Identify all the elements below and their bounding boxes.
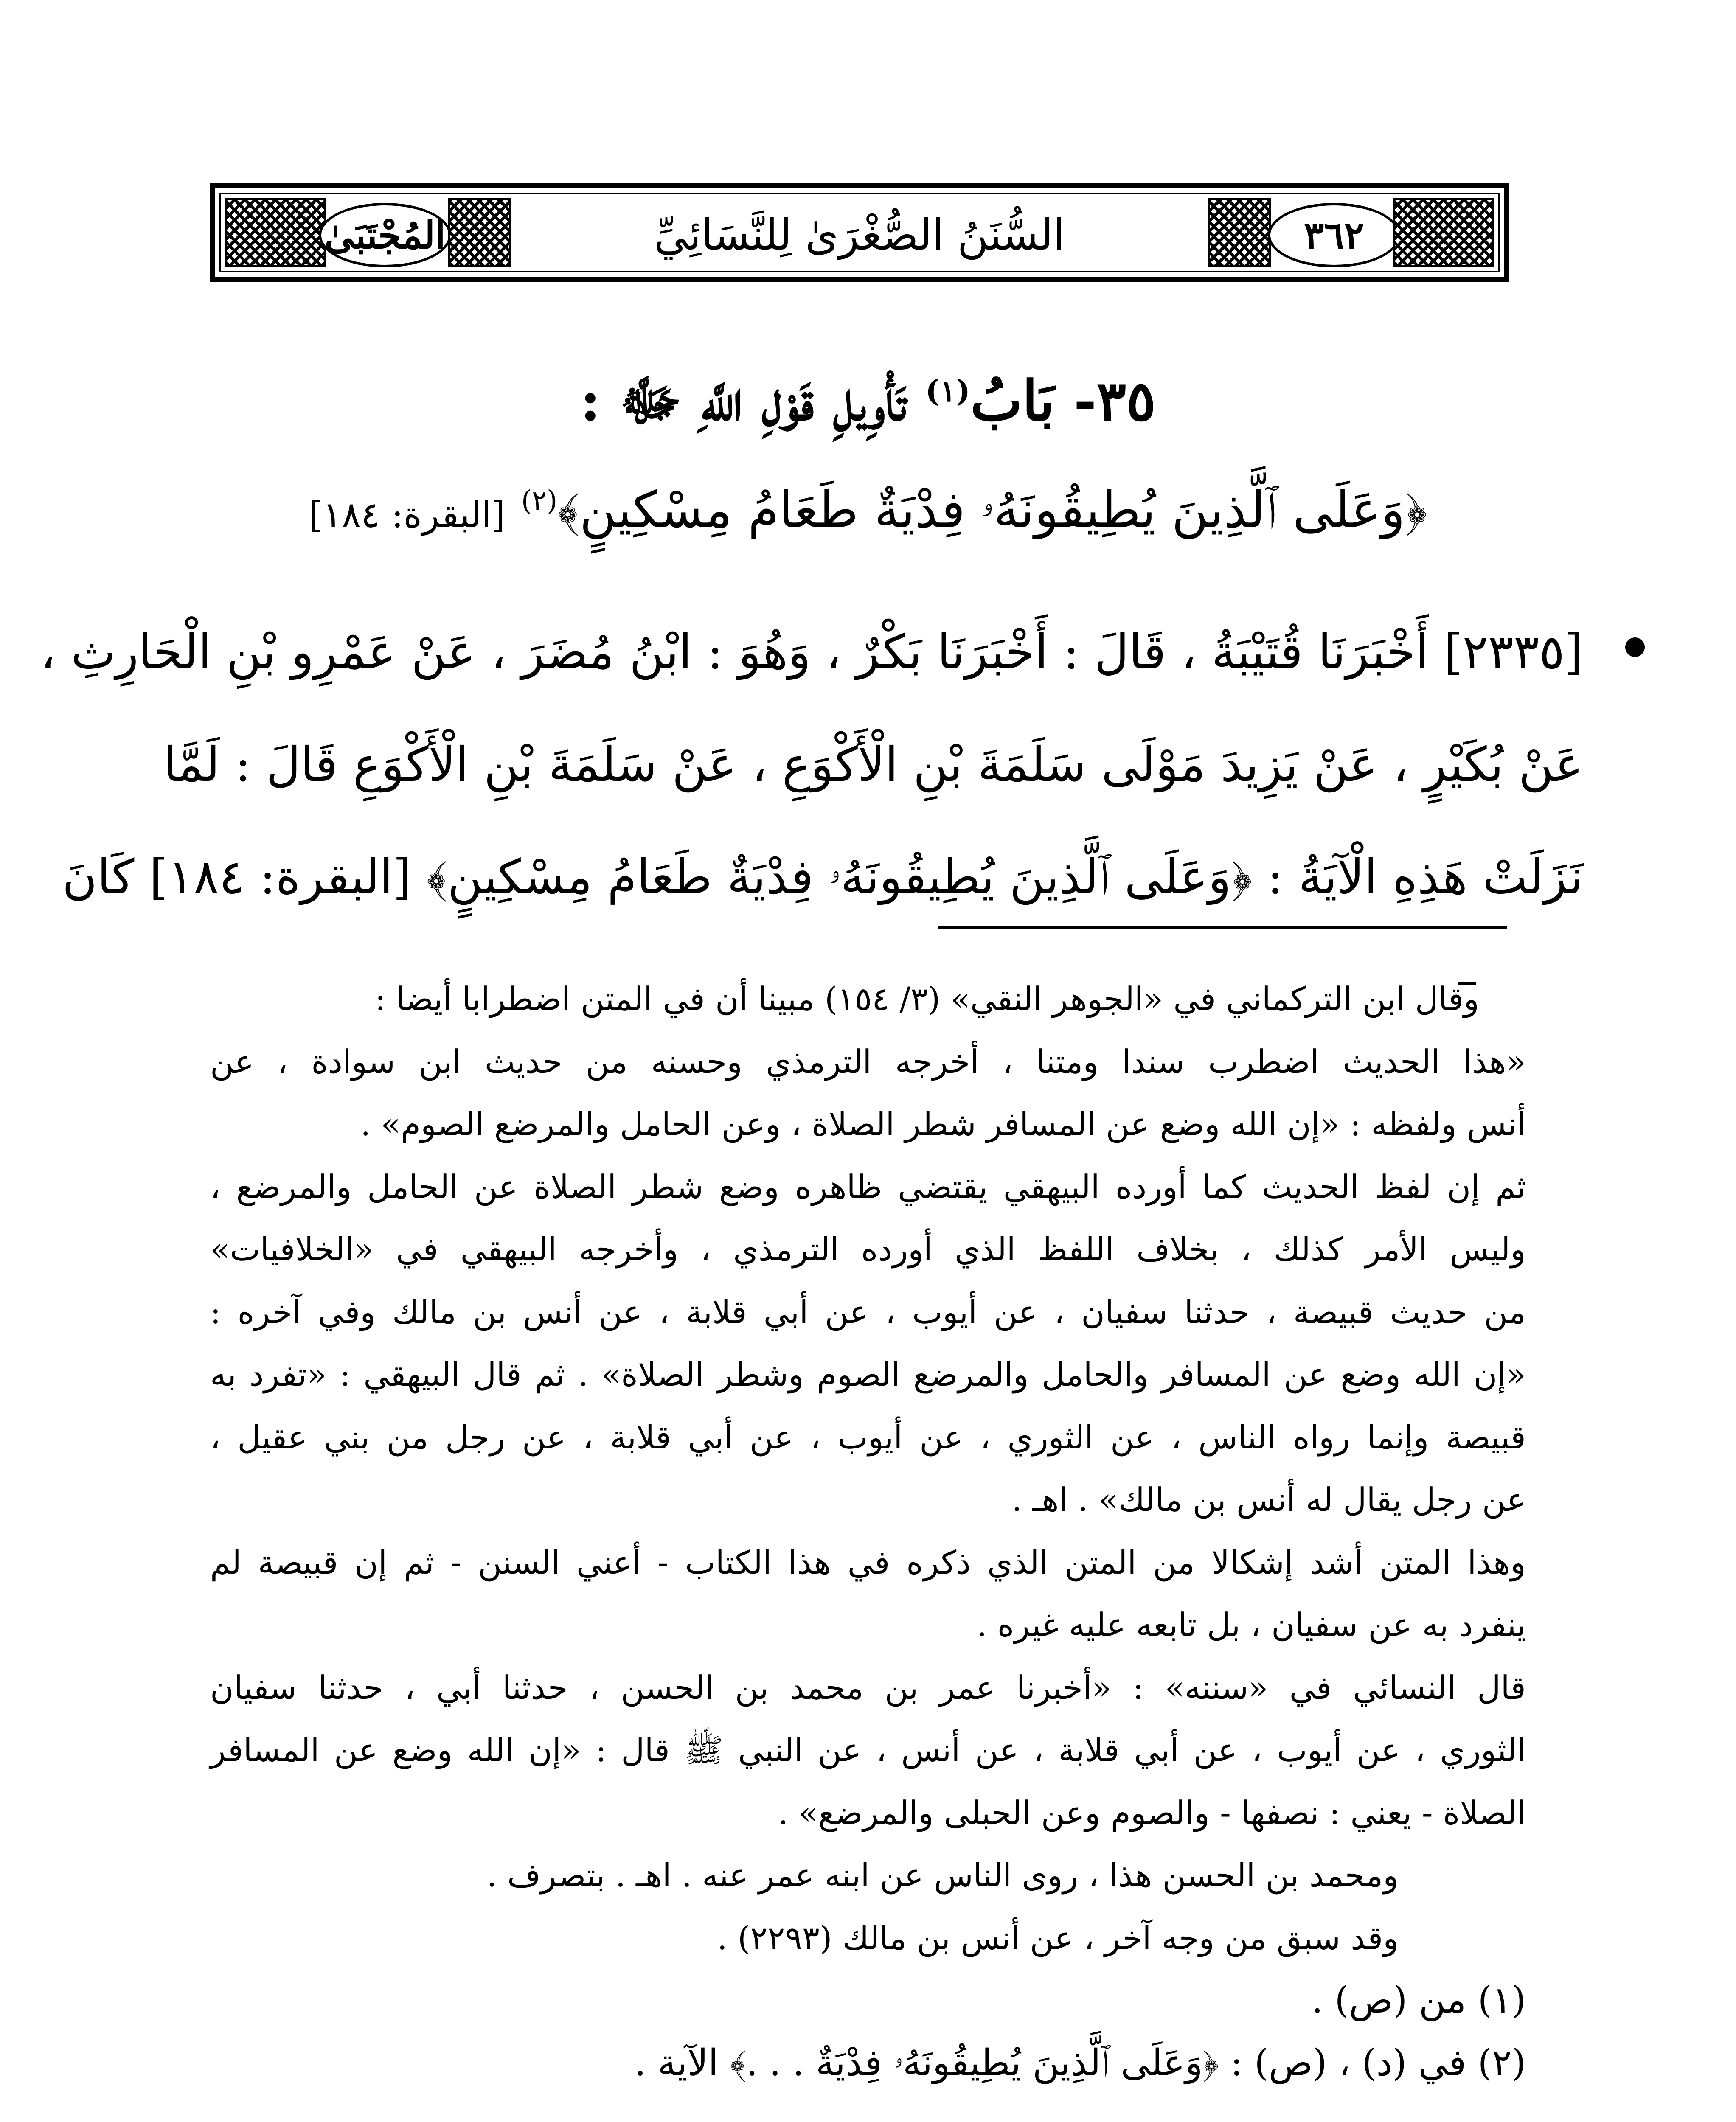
- footnote-2-suffix: الآية .: [634, 2041, 719, 2084]
- footnote-line: ثم إن لفظ الحديث كما أورده البيهقي يقتضي ظاهره وضع شطر الصلاة عن الحامل والمرضع ،: [210, 1168, 1526, 1206]
- footnote-line: ينفرد به عن سفيان ، بل تابعه عليه غيره .: [977, 1606, 1526, 1644]
- footnotes: [210, 968, 1526, 2094]
- footnote-1: (١) من (ص) .: [1311, 1979, 1526, 2021]
- footnote-line: أنس ولفظه : «إن الله وضع عن المسافر شطر الصلاة ، وعن الحامل والمرضع الصوم» .: [360, 1105, 1526, 1143]
- hadith-line: [٢٣٣٥] أَخْبَرَنَا قُتَيْبَةُ ، قَالَ : أَخْبَرَنَا بَكْرٌ ، وَهُوَ : ابْنُ مُضَرَ ، عَنْ عَمْرِو بْنِ الْحَارِثِ ،: [40, 625, 1583, 680]
- hadith-text: [40, 596, 1583, 934]
- bullet-icon: [1625, 637, 1645, 657]
- footnote-line: وليس الأمر كذلك ، بخلاف اللفظ الذي أورده الترمذي ، وأخرجه البيهقي في «الخلافيات»: [210, 1230, 1526, 1268]
- footnote-line: الثوري ، عن أيوب ، عن أبي قلابة ، عن أنس ، عن النبي ﷺ قال : «إن الله وضع عن المسافر: [210, 1731, 1526, 1769]
- footnote-line: «هذا الحديث اضطرب سندا ومتنا ، أخرجه الترمذي وحسنه من حديث ابن سوادة ، عن: [210, 1042, 1526, 1081]
- chapter-number: ٣٥- بَابُ: [970, 368, 1156, 433]
- book-title: السُّنَنُ الصُّغْرَىٰ لِلنَّسَائِيِّ: [654, 210, 1065, 260]
- book-badge: المُجْتَبَىٰ: [319, 203, 451, 267]
- chapter-heading: [170, 365, 1566, 437]
- verse-reference: [البقرة: ١٨٤]: [309, 494, 506, 536]
- quran-verse: ﴿وَعَلَى ٱلَّذِينَ يُطِيقُونَهُۥ فِدْيَةٌ طَعَامُ مِسْكِينٍ﴾: [557, 480, 1427, 539]
- footnote-line: من حديث قبيصة ، حدثنا سفيان ، عن أيوب ، عن أبي قلابة ، عن أنس بن مالك وفي آخره :: [210, 1293, 1526, 1331]
- footnote-line: وهذا المتن أشد إشكالا من المتن الذي ذكره في هذا الكتاب - أعني السنن - ثم إن قبيصة لم: [210, 1543, 1526, 1581]
- footnote-2: [210, 2032, 1526, 2095]
- footnote-line: قبيصة وإنما رواه الناس ، عن الثوري ، عن أيوب ، عن أبي قلابة ، عن رجل من بني عقيل ،: [210, 1418, 1526, 1456]
- ornament-decoration: [1208, 198, 1271, 267]
- hadith-line: نَزَلَتْ هَذِهِ الْآيَةُ : ﴿وَعَلَى ٱلَّذِينَ يُطِيقُونَهُۥ فِدْيَةٌ طَعَامُ مِسْكِينٍ﴾ [البقرة: ١٨٤] كَانَ: [62, 850, 1583, 905]
- footnote-line: «إن الله وضع عن المسافر والحامل والمرضع الصوم وشطر الصلاة» . ثم قال البيهقي : «تفرد به: [210, 1356, 1526, 1393]
- hadith-line: عَنْ بُكَيْرٍ ، عَنْ يَزِيدَ مَوْلَى سَلَمَةَ بْنِ الْأَكْوَعِ ، عَنْ سَلَمَةَ بْنِ الْأَكْوَعِ قَالَ : لَمَّا: [163, 737, 1583, 792]
- footnote-line: الصلاة - يعني : نصفها - والصوم وعن الحبلى والمرضع» .: [778, 1794, 1526, 1832]
- page-number: ٣٦٢: [1268, 203, 1400, 267]
- footnote-line: عن رجل يقال له أنس بن مالك» . اهـ .: [1011, 1481, 1526, 1519]
- footnote-separator: [938, 926, 1507, 929]
- chapter-verse: [149, 477, 1587, 542]
- footnote-marker: (١): [925, 373, 971, 409]
- footnote-2-prefix: (٢) في (د) ، (ص) :: [1230, 2041, 1526, 2084]
- footnote-line: قال النسائي في «سننه» : «أخبرنا عمر بن محمد بن الحسن ، حدثنا أبي ، حدثنا سفيان: [210, 1668, 1526, 1707]
- chapter-title: تَأْوِيلِ قَوْلِ اللَّهِ ﷻ :: [580, 368, 906, 433]
- ornament-decoration: [448, 198, 511, 267]
- footnote-marker: (٢): [521, 485, 558, 517]
- ornament-decoration: [225, 198, 326, 267]
- footnote-line: وقال ابن التركماني في «الجوهر النقي» (٣/ ١٥٤) مبينا أن في المتن اضطرابا أيضا :: [375, 980, 1479, 1018]
- ornament-decoration: [1393, 198, 1494, 267]
- footnote-line: وقد سبق من وجه آخر ، عن أنس بن مالك (٢٢٩٣) .: [717, 1919, 1399, 1957]
- footnote-2-verse: ﴿وَعَلَى ٱلَّذِينَ يُطِيقُونَهُۥ فِدْيَةٌ . . .﴾: [730, 2041, 1219, 2084]
- running-header: [210, 183, 1509, 282]
- footnote-line: ومحمد بن الحسن هذا ، روى الناس عن ابنه عمر عنه . اهـ . بتصرف .: [486, 1856, 1399, 1894]
